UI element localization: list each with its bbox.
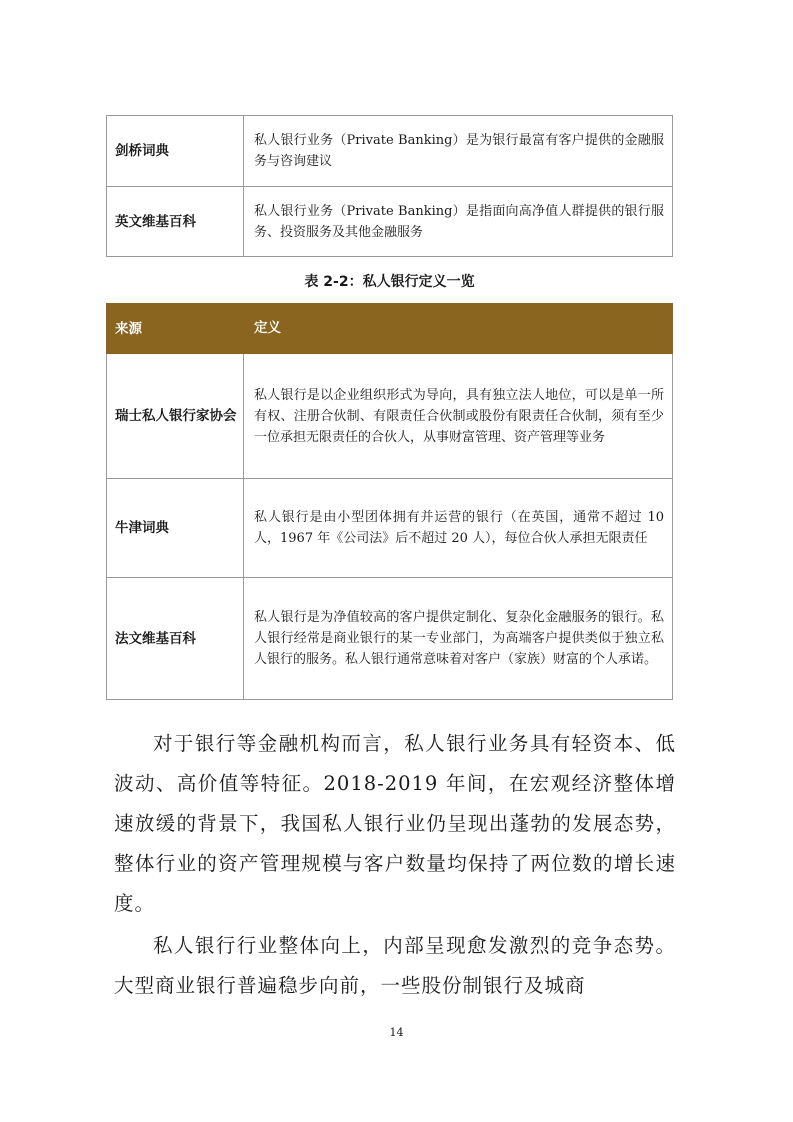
source-cell: 法文维基百科 — [107, 578, 244, 700]
definition-cell: 私人银行业务（Private Banking）是指面向高净值人群提供的银行服务、投资服务及其他金融服务 — [244, 187, 673, 257]
table-row — [107, 578, 673, 700]
private-bank-definitions-table — [106, 303, 673, 700]
table-caption: 表 2-2：私人银行定义一览 — [304, 274, 475, 290]
source-cell: 瑞士私人银行家协会 — [107, 354, 244, 479]
source-cell: 英文维基百科 — [107, 187, 244, 257]
source-cell: 剑桥词典 — [107, 116, 244, 187]
table-row — [107, 354, 673, 479]
definition-cell: 私人银行是由小型团体拥有并运营的银行（在英国，通常不超过 10 人，1967 年《公司法》后不超过 20 人），每位合伙人承担无限责任 — [244, 479, 673, 578]
page-number: 14 — [389, 1026, 404, 1039]
definition-cell: 私人银行是为净值较高的客户提供定制化、复杂化金融服务的银行。私人银行经常是商业银行的某一专业部门，为高端客户提供类似于独立私人银行的服务。私人银行通常意味着对客户（家族）财富的个人承诺。 — [244, 578, 673, 700]
definition-cell: 私人银行是以企业组织形式为导向，具有独立法人地位，可以是单一所有权、注册合伙制、有限责任合伙制或股份有限责任合伙制，须有至少一位承担无限责任的合伙人，从事财富管理、资产管理等业务 — [244, 354, 673, 479]
table-row — [107, 479, 673, 578]
header-definition: 定义 — [244, 304, 673, 354]
table-row — [107, 187, 673, 257]
table-row — [107, 116, 673, 187]
definition-cell: 私人银行业务（Private Banking）是为银行最富有客户提供的金融服务与咨询建议 — [244, 116, 673, 187]
body-paragraph: 对于银行等金融机构而言，私人银行业务具有轻资本、低波动、高价值等特征。2018-2019 年间，在宏观经济整体增速放缓的背景下，我国私人银行业仍呈现出蓬勃的发展态势，整体行业的资产管理规模与客户数量均保持了两位数的增长速度。 — [114, 731, 676, 915]
source-cell: 牛津词典 — [107, 479, 244, 578]
table-header-row — [107, 304, 673, 354]
header-source: 来源 — [107, 304, 244, 354]
body-paragraph: 私人银行行业整体向上，内部呈现愈发激烈的竞争态势。大型商业银行普遍稳步向前，一些股份制银行及城商 — [114, 933, 676, 997]
definitions-table-continued — [106, 115, 673, 257]
